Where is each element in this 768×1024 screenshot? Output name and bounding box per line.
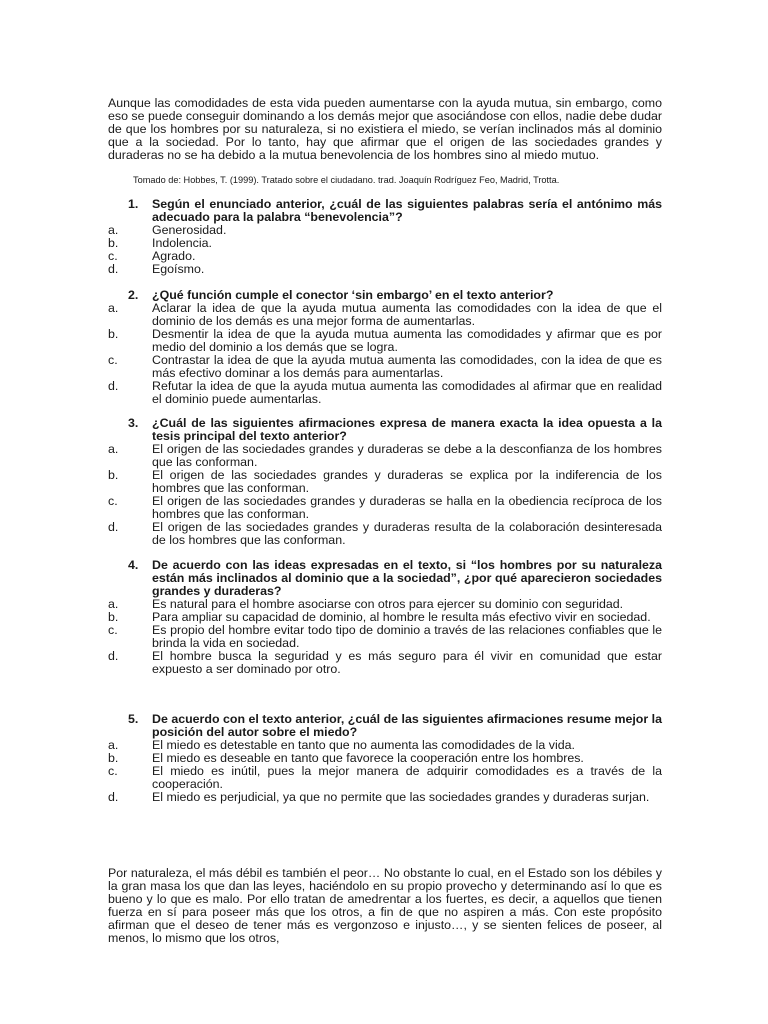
option-letter: a. bbox=[108, 442, 119, 456]
option-text: Aclarar la idea de que la ayuda mutua aumenta las comodidades con la idea de que el dominio de los demás es una mejor forma de aumentarlas. bbox=[152, 301, 662, 328]
answer-option-d bbox=[108, 650, 662, 676]
option-letter: a. bbox=[108, 223, 119, 237]
option-text: Generosidad. bbox=[152, 223, 227, 237]
option-letter: a. bbox=[108, 301, 119, 315]
option-text: El origen de las sociedades grandes y duraderas resulta de la colaboración desinteresada de los hombres que las conforman. bbox=[152, 520, 662, 547]
option-text: El miedo es inútil, pues la mejor manera de adquirir comodidades es a través de la cooperación. bbox=[152, 764, 662, 791]
question-number: 4. bbox=[128, 558, 139, 572]
question-text: Según el enunciado anterior, ¿cuál de las siguientes palabras sería el antónimo más adecuado para la palabra “benevolencia”? bbox=[152, 197, 662, 224]
answer-option-d bbox=[108, 791, 662, 804]
answer-option-b bbox=[108, 328, 662, 354]
option-letter: d. bbox=[108, 649, 119, 663]
option-text: El hombre busca la seguridad y es más seguro para él vivir en comunidad que estar expuesto a ser dominado por otro. bbox=[152, 649, 662, 676]
option-text: El origen de las sociedades grandes y duraderas se debe a la desconfianza de los hombres que las conforman. bbox=[152, 442, 662, 469]
option-text: El miedo es detestable en tanto que no aumenta las comodidades de la vida. bbox=[152, 738, 575, 752]
option-text: Contrastar la idea de que la ayuda mutua aumenta las comodidades, con la idea de que es más efectivo dominar a los demás para aumentarlas. bbox=[152, 353, 662, 380]
question-3 bbox=[108, 417, 662, 547]
option-letter: b. bbox=[108, 468, 119, 482]
reading-passage-1: Aunque las comodidades de esta vida pueden aumentarse con la ayuda mutua, sin embargo, como eso se puede conseguir dominando a los demás mejor que asociándose con ellos, nadie debe dudar de que los hombres por su naturaleza, si no existiera el miedo, se verían inclinados más al dominio que a la sociedad. Por lo tanto, hay que afirmar que el origen de las sociedades grandes y duraderas no se ha debido a la mutua benevolencia de los hombres sino al miedo mutuo. bbox=[108, 96, 662, 162]
option-text: Desmentir la idea de que la ayuda mutua aumenta las comodidades y afirmar que es por medio del dominio a los demás que se logra. bbox=[152, 327, 662, 354]
option-letter: a. bbox=[108, 738, 119, 752]
answer-option-d bbox=[108, 263, 662, 276]
question-text: De acuerdo con el texto anterior, ¿cuál de las siguientes afirmaciones resume mejor la posición del autor sobre el miedo? bbox=[152, 712, 662, 739]
question-number: 1. bbox=[128, 197, 139, 211]
option-text: Es propio del hombre evitar todo tipo de dominio a través de las relaciones confiables que le brinda la vida en sociedad. bbox=[152, 623, 662, 650]
question-stem bbox=[108, 198, 662, 224]
question-1 bbox=[108, 198, 662, 276]
option-text: Egoísmo. bbox=[152, 262, 205, 276]
answer-option-c bbox=[108, 624, 662, 650]
option-letter: b. bbox=[108, 327, 119, 341]
option-letter: c. bbox=[108, 623, 118, 637]
option-text: Refutar la idea de que la ayuda mutua aumenta las comodidades al afirmar que en realidad el dominio puede aumentarlas. bbox=[152, 379, 662, 406]
question-stem bbox=[108, 713, 662, 739]
option-letter: d. bbox=[108, 790, 119, 804]
answer-option-c bbox=[108, 354, 662, 380]
option-letter: c. bbox=[108, 353, 118, 367]
answer-option-b bbox=[108, 469, 662, 495]
answer-option-d bbox=[108, 521, 662, 547]
question-2 bbox=[108, 289, 662, 406]
option-letter: c. bbox=[108, 494, 118, 508]
question-text: ¿Qué función cumple el conector ‘sin embargo’ en el texto anterior? bbox=[152, 288, 554, 302]
option-letter: a. bbox=[108, 597, 119, 611]
option-letter: b. bbox=[108, 751, 119, 765]
question-text: ¿Cuál de las siguientes afirmaciones expresa de manera exacta la idea opuesta a la tesis principal del texto anterior? bbox=[152, 416, 662, 443]
option-letter: b. bbox=[108, 236, 119, 250]
option-text: El miedo es perjudicial, ya que no permite que las sociedades grandes y duraderas surjan. bbox=[152, 790, 650, 804]
question-5 bbox=[108, 713, 662, 804]
question-number: 3. bbox=[128, 416, 139, 430]
option-letter: b. bbox=[108, 610, 119, 624]
option-letter: c. bbox=[108, 764, 118, 778]
question-number: 2. bbox=[128, 288, 139, 302]
answer-option-a bbox=[108, 443, 662, 469]
option-text: Para ampliar su capacidad de dominio, al hombre le resulta más efectivo vivir en sociedad. bbox=[152, 610, 651, 624]
source-citation: Tomado de: Hobbes, T. (1999). Tratado sobre el ciudadano. trad. Joaquín Rodríguez Feo, Madrid, Trotta. bbox=[133, 175, 560, 185]
answer-option-c bbox=[108, 765, 662, 791]
question-stem bbox=[108, 417, 662, 443]
option-text: El origen de las sociedades grandes y duraderas se explica por la indiferencia de los hombres que las conforman. bbox=[152, 468, 662, 495]
answer-option-a bbox=[108, 302, 662, 328]
option-letter: d. bbox=[108, 262, 119, 276]
option-letter: d. bbox=[108, 520, 119, 534]
question-4 bbox=[108, 559, 662, 676]
option-text: El miedo es deseable en tanto que favorece la cooperación entre los hombres. bbox=[152, 751, 584, 765]
option-text: Es natural para el hombre asociarse con otros para ejercer su dominio con seguridad. bbox=[152, 597, 624, 611]
question-number: 5. bbox=[128, 712, 139, 726]
option-text: Indolencia. bbox=[152, 236, 212, 250]
option-text: Agrado. bbox=[152, 249, 196, 263]
answer-option-d bbox=[108, 380, 662, 406]
option-letter: d. bbox=[108, 379, 119, 393]
option-text: El origen de las sociedades grandes y duraderas se halla en la obediencia recíproca de los hombres que las conforman. bbox=[152, 494, 662, 521]
option-letter: c. bbox=[108, 249, 118, 263]
question-stem bbox=[108, 559, 662, 598]
answer-option-c bbox=[108, 495, 662, 521]
reading-passage-2: Por naturaleza, el más débil es también el peor… No obstante lo cual, en el Estado son los débiles y la gran masa los que dan las leyes, haciéndolo en su propio provecho y determinando así lo que es bueno y lo que es malo. Por ello tratan de amedrentar a los fuertes, es decir, a aquellos que tienen fuerza en sí para poseer más que los otros, a fin de que no aspiren a más. Con este propósito afirman que el deseo de tener más es vergonzoso e injusto…, y se sienten felices de poseer, al menos, lo mismo que los otros, bbox=[108, 866, 662, 945]
question-text: De acuerdo con las ideas expresadas en el texto, si “los hombres por su naturaleza están más inclinados al dominio que a la sociedad”, ¿por qué aparecieron sociedades grandes y duraderas? bbox=[152, 558, 662, 598]
